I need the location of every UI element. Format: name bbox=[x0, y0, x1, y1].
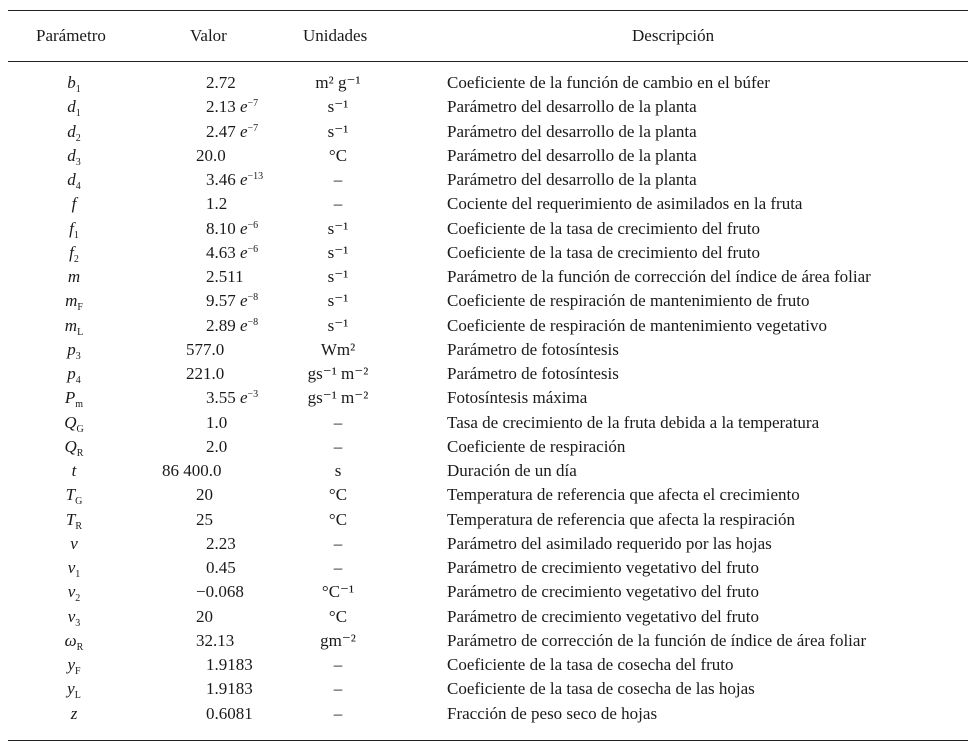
parameter-value: 0.6081 bbox=[206, 703, 253, 723]
parameter-value: 2.0 bbox=[206, 436, 228, 456]
table-row bbox=[0, 386, 976, 410]
parameter-value: 1.9183 bbox=[206, 679, 253, 699]
table-row bbox=[0, 289, 976, 313]
parameter-subscript: R bbox=[75, 520, 83, 532]
parameter-subscript: 1 bbox=[75, 569, 81, 580]
parameter-description: Coeficiente de la tasa de crecimiento del fruto bbox=[447, 218, 760, 238]
parameter-subscript: R bbox=[76, 641, 84, 653]
parameter-value: 3.46 $e^{-13}$ bbox=[206, 170, 264, 189]
parameter-value: 3.55 $e^{-3}$ bbox=[206, 388, 259, 408]
parameter-value: 2.47 $e^{-7}$ bbox=[206, 121, 259, 141]
parameter-units: – bbox=[333, 170, 343, 189]
parameter-units: s⁻¹ bbox=[327, 121, 349, 141]
table-row bbox=[0, 677, 976, 701]
parameter-subscript: L bbox=[74, 690, 81, 702]
table-row bbox=[0, 702, 976, 726]
parameter-symbol: $v_3$ bbox=[67, 606, 81, 629]
value-exponent: −8 bbox=[247, 292, 259, 304]
parameter-subscript: 3 bbox=[75, 350, 81, 362]
parameter-subscript: G bbox=[75, 496, 83, 508]
parameter-units: s⁻¹ bbox=[327, 291, 349, 311]
parameter-value: 20 bbox=[196, 485, 213, 505]
parameter-symbol: $v_2$ bbox=[67, 582, 81, 605]
parameter-value: 20.0 bbox=[196, 145, 226, 165]
header-parametro: Parámetro bbox=[36, 26, 106, 45]
parameter-value: 1.9183 bbox=[206, 655, 253, 674]
parameter-subscript: 2 bbox=[73, 253, 79, 265]
parameter-description: Parámetro del desarrollo de la planta bbox=[447, 121, 697, 141]
parameter-symbol: $d_2$ bbox=[67, 121, 81, 144]
parameter-description: Duración de un día bbox=[447, 461, 577, 480]
header-valor: Valor bbox=[190, 26, 227, 45]
parameter-symbol: $\omega_R$ bbox=[64, 630, 84, 653]
table-row bbox=[0, 95, 976, 119]
parameter-units: °C bbox=[328, 145, 348, 165]
parameter-symbol: $P_m$ bbox=[64, 388, 84, 411]
parameter-description: Cociente del requerimiento de asimilados en la fruta bbox=[447, 194, 803, 214]
parameter-units: – bbox=[333, 558, 343, 577]
parameter-description: Coeficiente de la tasa de cosecha de las hojas bbox=[447, 679, 755, 699]
table-row bbox=[0, 605, 976, 629]
parameter-value: 4.63 $e^{-6}$ bbox=[206, 242, 259, 262]
parameter-description: Parámetro de fotosíntesis bbox=[447, 364, 619, 383]
table-row bbox=[0, 217, 976, 241]
parameter-description: Parámetro del asimilado requerido por las hojas bbox=[447, 533, 772, 553]
parameter-units: s⁻¹ bbox=[327, 97, 349, 117]
table-row bbox=[0, 629, 976, 653]
table-row bbox=[0, 241, 976, 265]
value-exponent: −6 bbox=[247, 219, 259, 231]
parameter-units: – bbox=[333, 703, 343, 723]
table-row bbox=[0, 71, 976, 95]
value-exponent: −7 bbox=[247, 98, 259, 110]
parameter-units: – bbox=[333, 655, 343, 674]
parameter-value: 221.0 bbox=[186, 364, 225, 383]
parameter-symbol: $y_F$ bbox=[67, 655, 81, 677]
parameter-value: 1.0 bbox=[206, 412, 228, 432]
parameter-subscript: 1 bbox=[75, 84, 81, 95]
parameter-value: 2.72 bbox=[206, 73, 236, 92]
parameter-description: Tasa de crecimiento de la fruta debida a la temperatura bbox=[447, 412, 820, 432]
parameter-symbol: $Q_G$ bbox=[64, 412, 84, 435]
parameter-subscript: F bbox=[74, 666, 81, 677]
parameter-description: Coeficiente de respiración bbox=[447, 436, 626, 456]
value-exponent: −6 bbox=[247, 243, 259, 255]
parameter-units: °C bbox=[328, 485, 348, 505]
parameter-units: Wm² bbox=[320, 339, 356, 359]
parameter-subscript: G bbox=[76, 423, 84, 435]
parameter-value: 8.10 $e^{-6}$ bbox=[206, 218, 259, 238]
parameter-units: s⁻¹ bbox=[327, 267, 349, 286]
parameter-description: Parámetro de crecimiento vegetativo del fruto bbox=[447, 582, 760, 602]
table-row bbox=[0, 653, 976, 677]
table-row bbox=[0, 120, 976, 144]
parameter-units: °C bbox=[328, 606, 348, 626]
parameter-subscript: 3 bbox=[75, 156, 81, 168]
value-exponent: −8 bbox=[247, 316, 259, 328]
table-row bbox=[0, 532, 976, 556]
parameter-symbol: z bbox=[70, 703, 78, 723]
parameter-units: s⁻¹ bbox=[327, 242, 349, 262]
parameter-description: Coeficiente de la tasa de crecimiento del fruto bbox=[447, 242, 760, 262]
table-row bbox=[0, 483, 976, 507]
parameter-value: 0.45 bbox=[206, 558, 236, 577]
parameter-description: Parámetro del desarrollo de la planta bbox=[447, 170, 697, 189]
header-descripcion: Descripción bbox=[632, 26, 715, 45]
parameter-units: °C bbox=[328, 509, 348, 529]
header-rule bbox=[8, 61, 968, 62]
parameter-symbol: $m_L$ bbox=[64, 315, 84, 338]
parameter-symbol: $m_F$ bbox=[65, 291, 83, 314]
parameter-symbol: $p_3$ bbox=[67, 339, 81, 362]
parameter-description: Coeficiente de respiración de mantenimiento vegetativo bbox=[447, 315, 827, 335]
parameter-value: −0.068 bbox=[196, 582, 244, 602]
parameter-symbol: $T_R$ bbox=[65, 509, 83, 532]
parameter-symbol: $v_1$ bbox=[67, 558, 81, 580]
parameter-description: Temperatura de referencia que afecta el crecimiento bbox=[447, 485, 800, 505]
table-row bbox=[0, 508, 976, 532]
parameter-units: s⁻¹ bbox=[327, 315, 349, 335]
table-row bbox=[0, 144, 976, 168]
parameter-value: 86 400.0 bbox=[162, 461, 222, 480]
parameter-units: s⁻¹ bbox=[327, 218, 349, 238]
parameter-description: Parámetro de corrección de la función de índice de área foliar bbox=[447, 630, 867, 650]
parameter-value: 2.23 bbox=[206, 533, 236, 553]
parameter-units: – bbox=[333, 679, 343, 699]
parameter-symbol: v bbox=[70, 533, 78, 553]
table-row bbox=[0, 265, 976, 289]
parameter-units: – bbox=[333, 533, 343, 553]
table-row bbox=[0, 411, 976, 435]
parameter-description: Fotosíntesis máxima bbox=[447, 388, 588, 408]
parameter-description: Parámetro del desarrollo de la planta bbox=[447, 145, 697, 165]
parameter-description: Parámetro de la función de corrección del índice de área foliar bbox=[447, 267, 871, 286]
parameter-description: Fracción de peso seco de hojas bbox=[447, 703, 658, 723]
parameter-subscript: F bbox=[77, 302, 83, 314]
parameter-symbol: $y_L$ bbox=[67, 679, 81, 702]
parameter-symbol: $d_3$ bbox=[67, 145, 81, 168]
parameter-description: Parámetro de crecimiento vegetativo del fruto bbox=[447, 606, 760, 626]
bottom-rule bbox=[8, 740, 968, 741]
parameter-symbol: $d_1$ bbox=[67, 97, 81, 120]
header-unidades: Unidades bbox=[303, 26, 368, 45]
parameter-value: 577.0 bbox=[186, 339, 225, 359]
value-exponent: −3 bbox=[247, 389, 259, 401]
parameter-value: 25 bbox=[196, 509, 213, 529]
parameter-units: gs⁻¹ m⁻² bbox=[307, 388, 369, 408]
parameter-subscript: R bbox=[76, 447, 84, 459]
parameter-subscript: 4 bbox=[75, 181, 81, 192]
table-row bbox=[0, 435, 976, 459]
parameter-value: 2.13 $e^{-7}$ bbox=[206, 97, 259, 117]
parameter-value: 32.13 bbox=[196, 630, 235, 650]
table-row bbox=[0, 459, 976, 483]
value-exponent: −13 bbox=[247, 171, 264, 182]
top-rule bbox=[8, 10, 968, 11]
parameter-subscript: 1 bbox=[73, 229, 79, 241]
parameter-subscript: 1 bbox=[75, 108, 81, 120]
parameter-subscript: 3 bbox=[75, 617, 81, 629]
parameter-subscript: m bbox=[75, 399, 84, 411]
parameter-description: Parámetro de crecimiento vegetativo del fruto bbox=[447, 558, 760, 577]
parameter-value: 20 bbox=[196, 606, 213, 626]
value-exponent: −7 bbox=[247, 122, 259, 134]
parameter-value: 9.57 $e^{-8}$ bbox=[206, 291, 259, 311]
table-row bbox=[0, 338, 976, 362]
parameter-symbol: $p_4$ bbox=[67, 364, 81, 386]
parameter-description: Parámetro de fotosíntesis bbox=[447, 339, 619, 359]
parameter-subscript: 2 bbox=[75, 132, 81, 144]
parameter-units: gs⁻¹ m⁻² bbox=[307, 364, 369, 383]
parameter-subscript: L bbox=[77, 326, 84, 338]
parameter-description: Parámetro del desarrollo de la planta bbox=[447, 97, 697, 117]
table-row bbox=[0, 314, 976, 338]
parameter-subscript: 2 bbox=[75, 593, 81, 605]
parameter-value: 2.89 $e^{-8}$ bbox=[206, 315, 259, 335]
parameter-symbol: $Q_R$ bbox=[64, 436, 84, 459]
parameter-value: 1.2 bbox=[206, 194, 228, 214]
table-row bbox=[0, 168, 976, 192]
parameter-units: s bbox=[334, 461, 342, 480]
parameter-symbol: $b_1$ bbox=[67, 73, 81, 95]
parameter-description: Coeficiente de la función de cambio en el búfer bbox=[447, 73, 770, 92]
parameter-symbol: $f_2$ bbox=[69, 242, 79, 265]
parameter-symbol: $d_4$ bbox=[67, 170, 81, 192]
table-row bbox=[0, 192, 976, 216]
parameter-description: Coeficiente de la tasa de cosecha del fruto bbox=[447, 655, 734, 674]
table-row bbox=[0, 362, 976, 386]
parameter-symbol: $T_G$ bbox=[65, 485, 83, 508]
parameter-units: – bbox=[333, 412, 343, 432]
parameter-value: 2.511 bbox=[206, 267, 244, 286]
parameter-units: °C⁻¹ bbox=[321, 582, 355, 602]
parameter-symbol: f bbox=[71, 194, 77, 214]
table-row bbox=[0, 580, 976, 604]
parameter-units: – bbox=[333, 436, 343, 456]
parameter-units: gm⁻² bbox=[320, 630, 356, 650]
parameter-units: – bbox=[333, 194, 343, 214]
parameter-symbol: $f_1$ bbox=[69, 218, 79, 241]
parameter-units: m² g⁻¹ bbox=[315, 73, 361, 92]
parameter-description: Coeficiente de respiración de mantenimiento de fruto bbox=[447, 291, 810, 311]
parameter-symbol: m bbox=[67, 267, 81, 286]
parameter-symbol: t bbox=[71, 461, 77, 480]
parameter-description: Temperatura de referencia que afecta la respiración bbox=[447, 509, 796, 529]
table-row bbox=[0, 556, 976, 580]
parameter-subscript: 4 bbox=[75, 375, 81, 386]
